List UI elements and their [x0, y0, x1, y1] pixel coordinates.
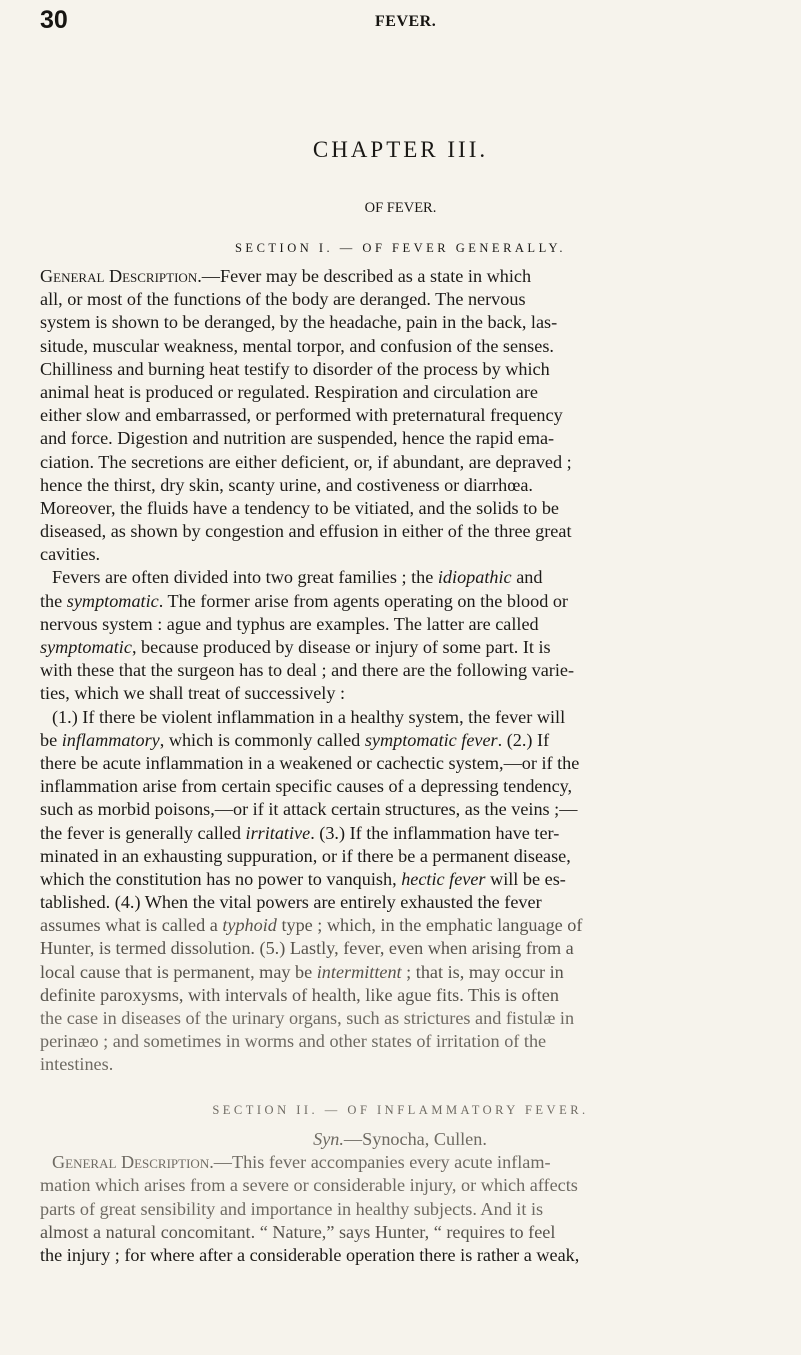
- emphasis: idiopathic: [437, 567, 512, 588]
- text-line: diseased, as shown by congestion and effusion in either of the three great: [40, 521, 572, 542]
- emphasis: irritative: [245, 822, 311, 843]
- emphasis: intermittent: [316, 961, 402, 982]
- text-line: local cause that is permanent, may be intermittent ; that is, may occur in: [40, 961, 564, 982]
- text-line: intestines.: [40, 1054, 114, 1075]
- chapter-subject: OF FEVER.: [364, 200, 437, 216]
- emphasis: inflammatory: [61, 729, 160, 750]
- page-number: 30: [40, 6, 68, 34]
- text-line: ties, which we shall treat of successively :: [40, 683, 346, 704]
- text-line: such as morbid poisons,—or if it attack certain structures, as the veins ;—: [40, 799, 578, 820]
- text-line: the fever is generally called irritative. (3.) If the inflammation have ter-: [40, 822, 560, 843]
- text-line: Fevers are often divided into two great families ; the idiopathic and: [52, 567, 543, 588]
- synonym-label: Syn.: [313, 1129, 344, 1149]
- text-line: nervous system : ague and typhus are examples. The latter are called: [40, 613, 539, 634]
- emphasis: symptomatic fever: [364, 729, 498, 750]
- text-line: Chilliness and burning heat testify to disorder of the process by which: [40, 358, 550, 379]
- text-line: there be acute inflammation in a weakened or cachectic system,—or if the: [40, 752, 580, 773]
- text-line: the injury ; for where after a considerable operation there is rather a weak,: [40, 1244, 580, 1265]
- text-line: symptomatic, because produced by disease or injury of some part. It is: [40, 637, 551, 657]
- text-line: ciation. The secretions are either deficient, or, if abundant, are depraved ;: [40, 451, 572, 472]
- text-line: tablished. (4.) When the vital powers are entirely exhausted the fever: [40, 892, 542, 913]
- text-line: Hunter, is termed dissolution. (5.) Lastly, fever, even when arising from a: [40, 938, 574, 959]
- text-line: (1.) If there be violent inflammation in a healthy system, the fever will: [52, 706, 566, 727]
- text-line: parts of great sensibility and importance in healthy subjects. And it is: [40, 1198, 544, 1219]
- section-one-body: [40, 265, 760, 1077]
- text-line: situde, muscular weakness, mental torpor, and confusion of the senses.: [40, 335, 554, 356]
- text-line: almost a natural concomitant. “ Nature,” says Hunter, “ requires to feel: [40, 1221, 556, 1242]
- emphasis: typhoid: [222, 915, 277, 936]
- text-line: system is shown to be deranged, by the headache, pain in the back, las-: [40, 312, 558, 333]
- text-line: which the constitution has no power to vanquish, hectic fever will be es-: [40, 868, 566, 889]
- text-line: assumes what is called a typhoid type ; which, in the emphatic language of: [40, 915, 583, 936]
- paragraph-lead: General Description.: [52, 1152, 214, 1173]
- text-line: hence the thirst, dry skin, scanty urine, and costiveness or diarrhœa.: [40, 474, 533, 495]
- paragraph-lead: General Description.: [40, 266, 202, 286]
- emphasis: symptomatic: [66, 590, 159, 611]
- text-line: General Description.—This fever accompanies every acute inflam-: [52, 1152, 551, 1173]
- text-line: the case in diseases of the urinary organs, such as strictures and fistulæ in: [40, 1008, 575, 1028]
- text-line: all, or most of the functions of the body are deranged. The nervous: [40, 289, 526, 310]
- running-title: FEVER.: [375, 13, 437, 30]
- section-one-heading: SECTION I. — OF FEVER GENERALLY.: [234, 241, 566, 255]
- emphasis: hectic fever: [401, 868, 486, 889]
- section-two-body: [40, 1128, 760, 1267]
- section-two-heading: SECTION II. — OF INFLAMMATORY FEVER.: [212, 1103, 589, 1117]
- text-line: and force. Digestion and nutrition are suspended, hence the rapid ema-: [40, 428, 555, 449]
- text-line: mation which arises from a severe or considerable injury, or which affects: [40, 1175, 578, 1196]
- text-line: with these that the surgeon has to deal ; and there are the following varie-: [40, 660, 575, 681]
- emphasis: symptomatic: [40, 637, 132, 657]
- synonym-line: Syn.—Synocha, Cullen.: [313, 1129, 487, 1149]
- running-head: [0, 6, 801, 48]
- text-line: the symptomatic. The former arise from agents operating on the blood or: [40, 590, 568, 611]
- chapter-title: CHAPTER III.: [312, 137, 489, 162]
- text-line: cavities.: [40, 544, 101, 565]
- text-line: either slow and embarrassed, or performed with preternatural frequency: [40, 405, 563, 426]
- text-line: General Description.—Fever may be described as a state in which: [40, 266, 532, 286]
- text-line: animal heat is produced or regulated. Respiration and circulation are: [40, 381, 538, 402]
- text-line: Moreover, the fluids have a tendency to be vitiated, and the solids to be: [40, 497, 559, 518]
- text-line: minated in an exhausting suppuration, or if there be a permanent disease,: [40, 845, 571, 866]
- text-line: inflammation arise from certain specific causes of a depressing tendency,: [40, 776, 573, 797]
- text-line: be inflammatory, which is commonly called symptomatic fever. (2.) If: [40, 729, 550, 750]
- text-line: definite paroxysms, with intervals of health, like ague fits. This is often: [40, 984, 559, 1005]
- text-line: perinæo ; and sometimes in worms and other states of irritation of the: [40, 1031, 547, 1052]
